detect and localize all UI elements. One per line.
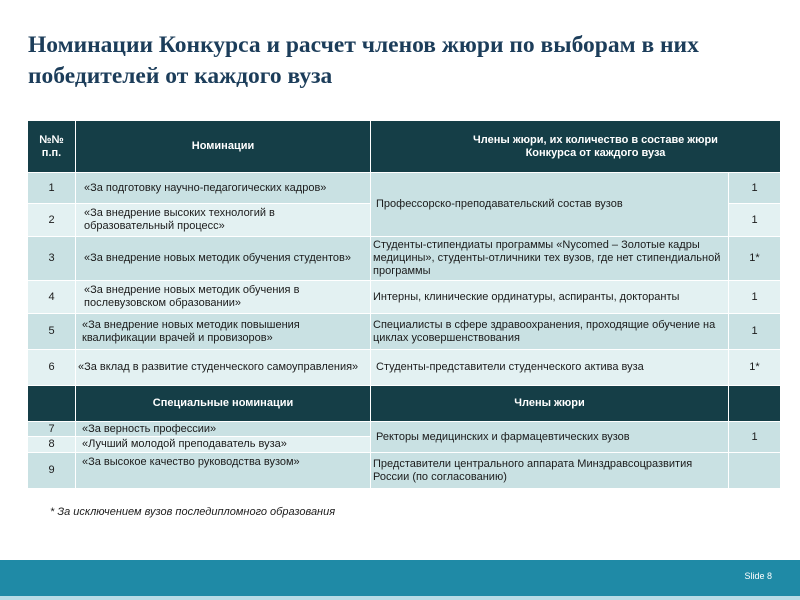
- footer-line: [0, 596, 800, 600]
- row-count: 1: [729, 281, 781, 314]
- row-num: 4: [28, 281, 76, 314]
- row-count: 1: [729, 173, 781, 204]
- table-row: [28, 350, 781, 386]
- table-row: [28, 281, 781, 314]
- row-nomination: «За вклад в развитие студенческого самоуправления»: [76, 350, 371, 386]
- header2-num: [28, 386, 76, 422]
- header2-members: Члены жюри: [371, 386, 729, 422]
- table-row: [28, 453, 781, 489]
- row-count-merged: 1: [729, 422, 781, 453]
- row-nomination: «За высокое качество руководства вузом»: [76, 453, 371, 489]
- header-num: №№ п.п.: [28, 121, 76, 173]
- row-member: Представители центрального аппарата Минздравсоцразвития России (по согласованию): [371, 453, 729, 489]
- row-num: 3: [28, 237, 76, 281]
- footer-band: [0, 560, 800, 596]
- slide-number: Slide 8: [744, 571, 772, 581]
- row-num: 7: [28, 422, 76, 437]
- header-members: Члены жюри, их количество в составе жюри Конкурса от каждого вуза: [371, 121, 781, 173]
- row-nomination: «За верность профессии»: [76, 422, 371, 437]
- row-nomination: «За внедрение высоких технологий в образовательный процесс»: [76, 204, 371, 237]
- nominations-table: [27, 120, 781, 489]
- row-num: 1: [28, 173, 76, 204]
- footnote: * За исключением вузов последипломного образования: [50, 506, 336, 518]
- row-num: 9: [28, 453, 76, 489]
- row-count: 1*: [729, 350, 781, 386]
- page-title: Номинации Конкурса и расчет членов жюри по выборам в них победителей от каждого вуза: [28, 32, 699, 89]
- row-member: Специалисты в сфере здравоохранения, проходящие обучение на циклах усовершенствования: [371, 314, 729, 350]
- row-num: 8: [28, 437, 76, 453]
- row-member: Студенты-стипендиаты программы «Nycomed – Золотые кадры медицины», студенты-отличники тех вузов, где нет стипендиальной программы: [371, 237, 729, 281]
- row-member: Студенты-представители студенческого актива вуза: [371, 350, 729, 386]
- table-row: [28, 173, 781, 204]
- row-member-merged: Профессорско-преподавательский состав вузов: [371, 173, 729, 237]
- row-num: 5: [28, 314, 76, 350]
- row-nomination: «За внедрение новых методик обучения студентов»: [76, 237, 371, 281]
- header2-count: [729, 386, 781, 422]
- header-nominations: Номинации: [76, 121, 371, 173]
- table-row: [28, 422, 781, 437]
- row-nomination: «Лучший молодой преподаватель вуза»: [76, 437, 371, 453]
- table-row: [28, 314, 781, 350]
- row-num: 2: [28, 204, 76, 237]
- row-nomination: «За внедрение новых методик повышения квалификации врачей и провизоров»: [76, 314, 371, 350]
- table-row: [28, 237, 781, 281]
- header2-nominations: Специальные номинации: [76, 386, 371, 422]
- row-nomination: «За внедрение новых методик обучения в послевузовском образовании»: [76, 281, 371, 314]
- row-member: Интерны, клинические ординатуры, аспиранты, докторанты: [371, 281, 729, 314]
- row-count: [729, 453, 781, 489]
- row-member-merged: Ректоры медицинских и фармацевтических вузов: [371, 422, 729, 453]
- row-count: 1*: [729, 237, 781, 281]
- row-count: 1: [729, 314, 781, 350]
- row-nomination: «За подготовку научно-педагогических кадров»: [76, 173, 371, 204]
- row-count: 1: [729, 204, 781, 237]
- special-header-row: [28, 386, 781, 422]
- row-num: 6: [28, 350, 76, 386]
- table-header-row: [28, 121, 781, 173]
